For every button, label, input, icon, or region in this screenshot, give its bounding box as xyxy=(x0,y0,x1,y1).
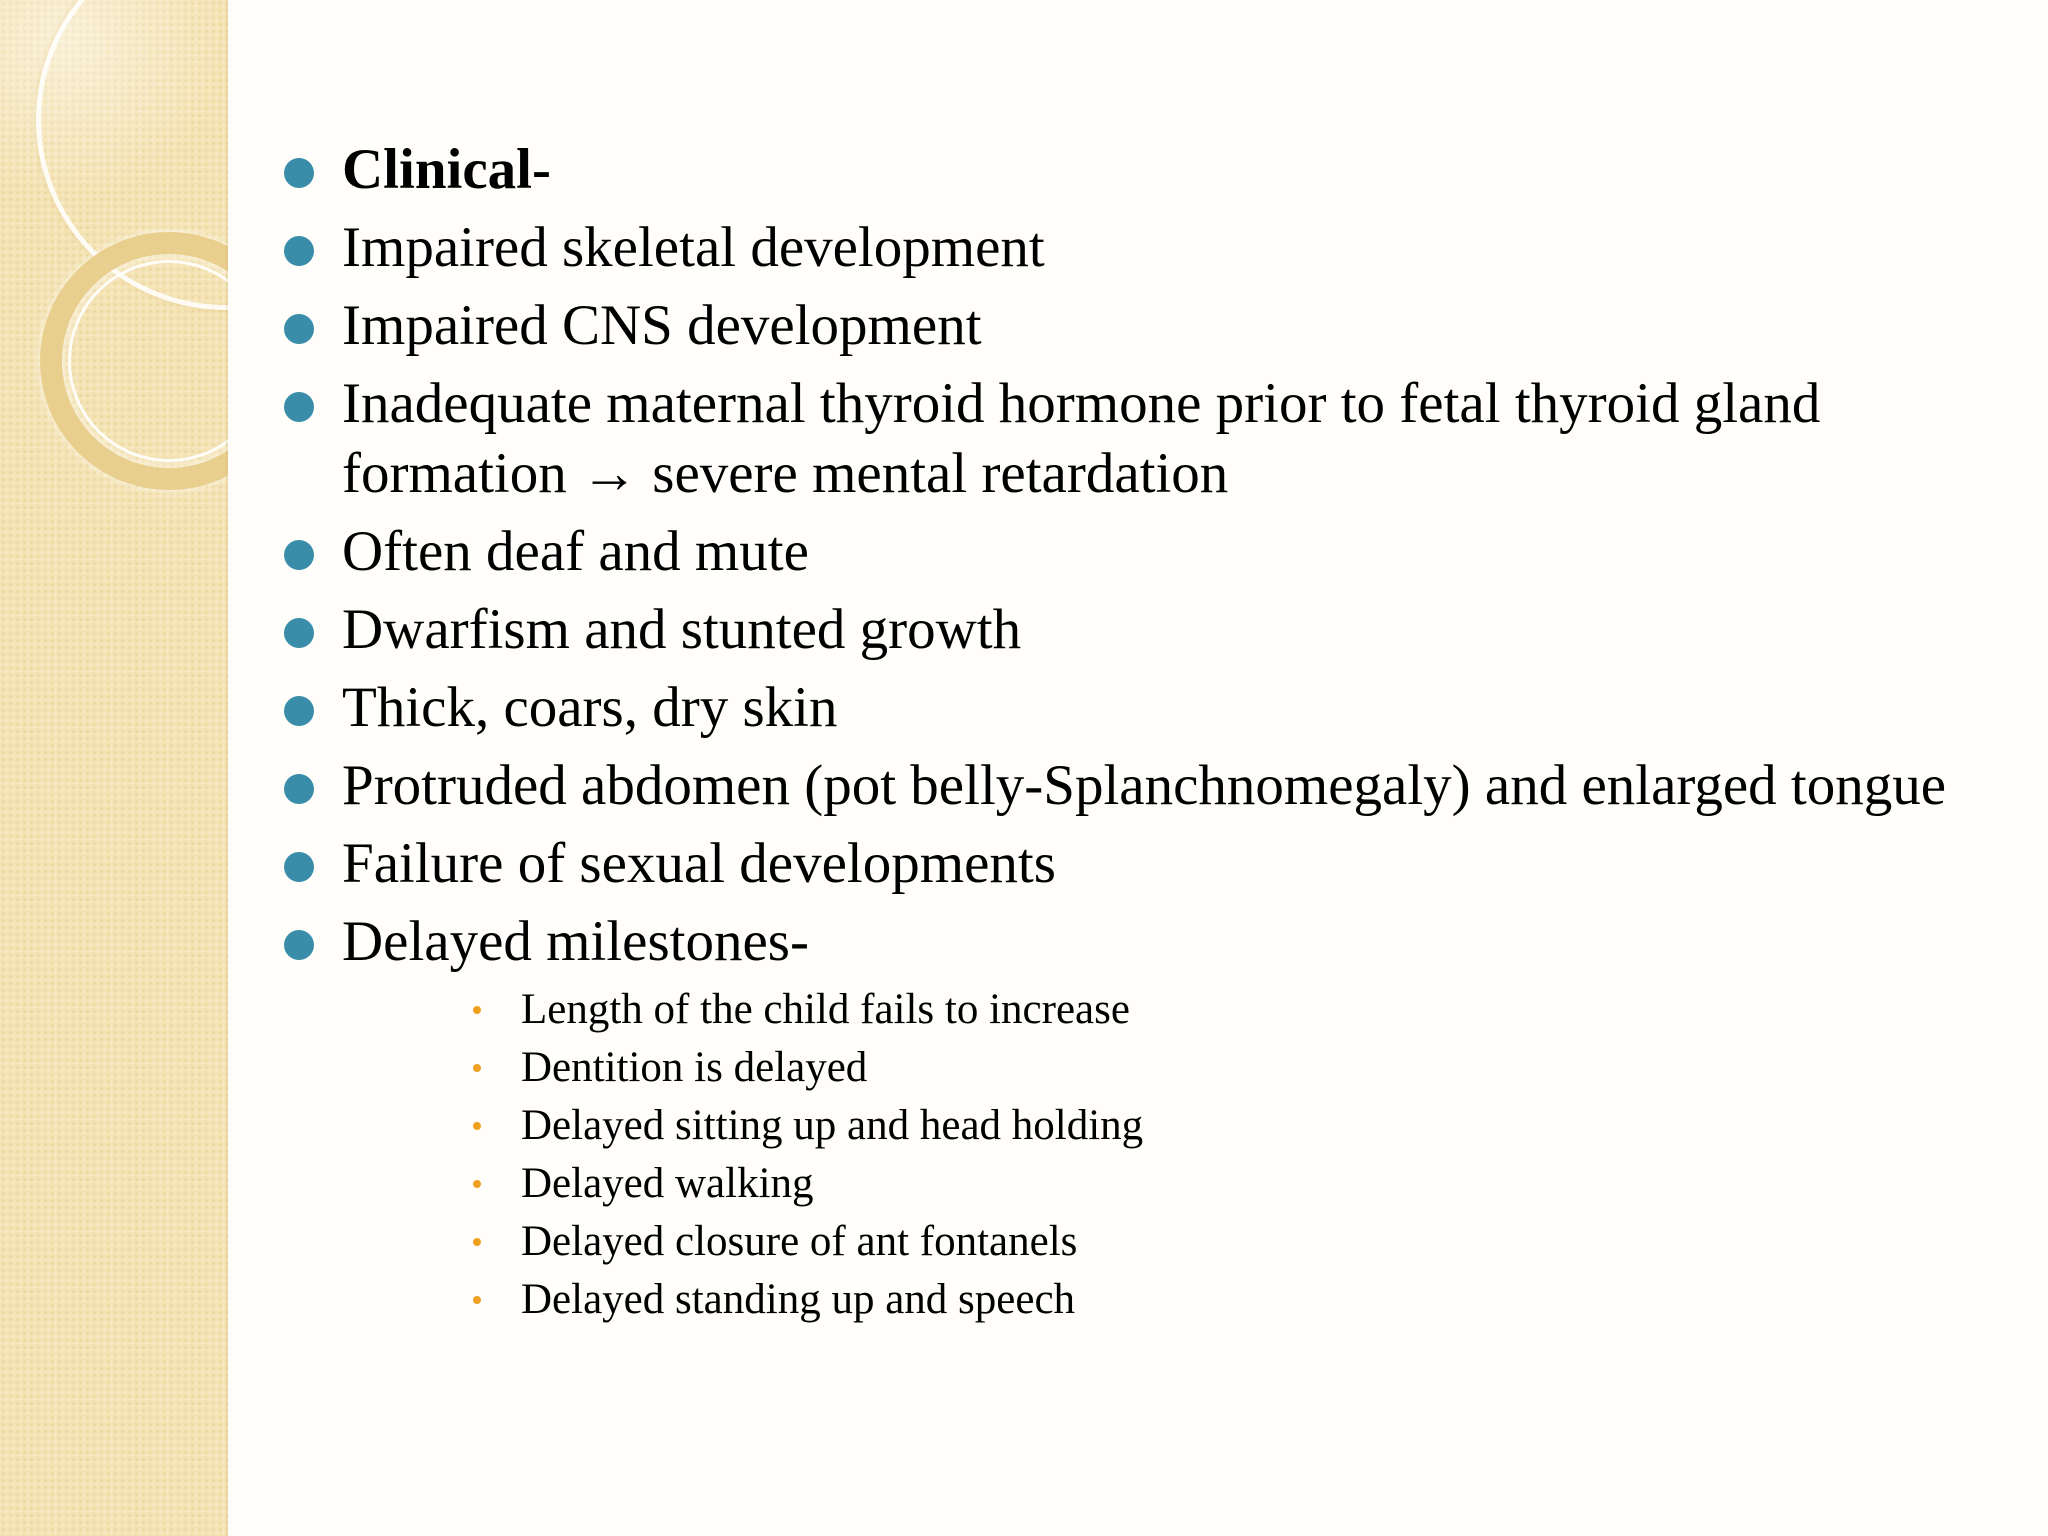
list-item-text: Impaired skeletal development xyxy=(342,216,1045,279)
list-item-text: Often deaf and mute xyxy=(342,520,809,583)
sub-list-item xyxy=(342,1097,2000,1155)
bullet-dot-icon xyxy=(284,158,314,188)
list-item xyxy=(280,517,2000,587)
list-item-text: Thick, coars, dry skin xyxy=(342,676,838,739)
sub-list-item xyxy=(342,1213,2000,1271)
list-item xyxy=(280,673,2000,743)
sidebar-edge xyxy=(226,0,228,1536)
list-item-text: Impaired CNS development xyxy=(342,294,982,357)
sub-list-item-text: Delayed standing up and speech xyxy=(521,1276,1076,1323)
sub-list-item xyxy=(342,981,2000,1039)
list-item-text: Delayed milestones- xyxy=(342,910,809,973)
list-item xyxy=(280,595,2000,665)
sub-list-item xyxy=(342,1271,2000,1329)
list-item xyxy=(280,291,2000,361)
list-item-text: Protruded abdomen (pot belly-Splanchnomegaly) and enlarged tongue xyxy=(342,754,1947,817)
sub-bullet-list xyxy=(342,981,2000,1329)
list-item xyxy=(280,135,2000,205)
sub-bullet-dot-icon xyxy=(473,1006,481,1014)
list-item xyxy=(280,829,2000,899)
bullet-dot-icon xyxy=(284,774,314,804)
list-item-text: Dwarfism and stunted growth xyxy=(342,598,1022,661)
sub-list-item-text: Delayed closure of ant fontanels xyxy=(521,1218,1078,1265)
slide-content xyxy=(280,135,2000,1337)
sub-bullet-dot-icon xyxy=(473,1296,481,1304)
sub-list-item-text: Dentition is delayed xyxy=(521,1044,868,1091)
bullet-dot-icon xyxy=(284,314,314,344)
list-item-text: Clinical- xyxy=(342,138,551,201)
sub-bullet-dot-icon xyxy=(473,1238,481,1246)
bullet-dot-icon xyxy=(284,392,314,422)
bullet-dot-icon xyxy=(284,540,314,570)
decorative-sidebar xyxy=(0,0,228,1536)
list-item-text: Failure of sexual developments xyxy=(342,832,1056,895)
list-item xyxy=(280,907,2000,1329)
bullet-dot-icon xyxy=(284,236,314,266)
main-bullet-list xyxy=(280,135,2000,1329)
sub-list-item xyxy=(342,1039,2000,1097)
list-item xyxy=(280,213,2000,283)
list-item-text: Inadequate maternal thyroid hormone prior to fetal thyroid gland formation → severe mental retardation xyxy=(342,372,1821,505)
sub-list-item-text: Length of the child fails to increase xyxy=(521,986,1130,1033)
sub-list-item-text: Delayed walking xyxy=(521,1160,814,1207)
sub-list-item xyxy=(342,1155,2000,1213)
sub-bullet-dot-icon xyxy=(473,1180,481,1188)
list-item xyxy=(280,369,2000,509)
sub-list-item-text: Delayed sitting up and head holding xyxy=(521,1102,1144,1149)
bullet-dot-icon xyxy=(284,930,314,960)
bullet-dot-icon xyxy=(284,852,314,882)
sub-bullet-dot-icon xyxy=(473,1064,481,1072)
sub-bullet-dot-icon xyxy=(473,1122,481,1130)
bullet-dot-icon xyxy=(284,696,314,726)
list-item xyxy=(280,751,2000,821)
bullet-dot-icon xyxy=(284,618,314,648)
